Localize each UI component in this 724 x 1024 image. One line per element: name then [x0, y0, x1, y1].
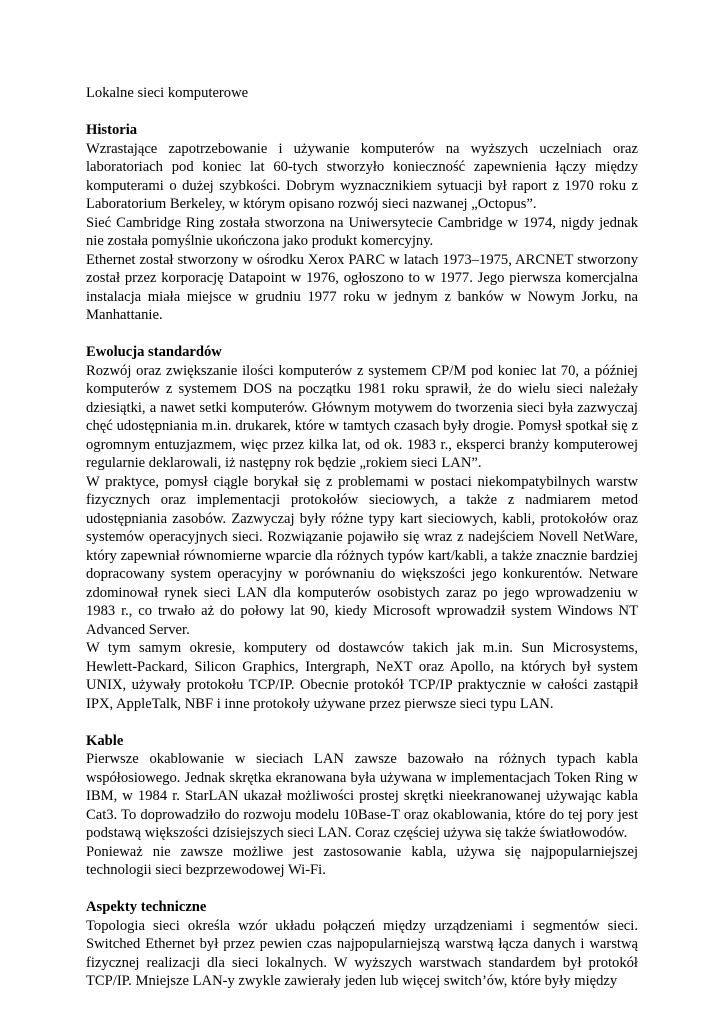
- document-title: Lokalne sieci komputerowe: [86, 85, 249, 101]
- paragraph: Rozwój oraz zwiększanie ilości komputerów z systemem CP/M pod koniec lat 70, a później komputerów z systemem DOS na początku 1981 roku sprawił, że do wielu sieci należały dziesiątki, a nawet setki komputerów. Głównym motywem do tworzenia sieci była zazwyczaj chęć udostępniania m.in. drukarek, które w tamtych czasach były drogie. Pomysł spotkał się z ogromnym entuzjazmem, więc przez kilka lat, od ok. 1983 r., eksperci branży komputerowej regularnie deklarowali, iż następny rok będzie „rokiem sieci LAN”.: [86, 362, 638, 471]
- section-heading: Aspekty techniczne: [86, 899, 207, 915]
- paragraph: Topologia sieci określa wzór układu połączeń między urządzeniami i segmentów sieci. Switched Ethernet był przez pewien czas najpopularniejszą warstwą łącza danych i warstwą fizycznej realizacji dla sieci lokalnych. W wyższych warstwach standardem był protokół TCP/IP. Mniejsze LAN-y zwykle zawierały jeden lub więcej switch’ów, które były między: [86, 917, 638, 989]
- section-heading: Ewolucja standardów: [86, 344, 222, 360]
- section-kable: [86, 732, 638, 880]
- paragraph: Wzrastające zapotrzebowanie i używanie komputerów na wyższych uczelniach oraz laboratoriach pod koniec lat 60-tych stworzyło konieczność zapewnienia łączy między komputerami o dużej szybkości. Dobrym wyznacznikiem sytuacji był raport z 1970 roku z Laboratorium Berkeley, w którym opisano rozwój sieci nazwanej „Octopus”.: [86, 140, 638, 212]
- paragraph: Sieć Cambridge Ring została stworzona na Uniwersytecie Cambridge w 1974, nigdy jednak nie została pomyślnie ukończona jako produkt komercyjny.: [86, 214, 638, 249]
- section-heading: Historia: [86, 122, 138, 138]
- paragraph: Ethernet został stworzony w ośrodku Xerox PARC w latach 1973–1975, ARCNET stworzony został przez korporację Datapoint w 1976, ogłoszono to w 1977. Jego pierwsza komercjalna instalacja miała miejsce w grudniu 1977 roku w jednym z banków w Nowym Jorku, na Manhattanie.: [86, 251, 638, 323]
- section-heading: Kable: [86, 732, 124, 749]
- paragraph: Pierwsze okablowanie w sieciach LAN zawsze bazowało na różnych typach kabla współosiowego. Jednak skrętka ekranowana była używana w implementacjach Token Ring w IBM, w 1984 r. StarLAN ukazał możliwości prostej skrętki nieekranowanej używając kabla Cat3. To doprowadziło do rozwoju modelu 10Base-T oraz okablowania, które do tej pory jest podstawą większości dzisiejszych sieci LAN. Coraz częściej używa się także światłowodów.: [86, 751, 638, 841]
- paragraph: W praktyce, pomysł ciągle borykał się z problemami w postaci niekompatybilnych warstw fizycznych oraz implementacji protokołów sieciowych, a także z nadmiarem metod udostępniania zasobów. Zazwyczaj były różne typy kart sieciowych, kabli, protokołów oraz systemów operacyjnych sieci. Rozwiązanie pojawiło się wraz z nadejściem Novell NetWare, który zapewniał równomierne wparcie dla różnych typów kart/kabli, a także znacznie bardziej dopracowany system operacyjny w porównaniu do większości jego konkurentów. Netware zdominował rynek sieci LAN dla komputerów osobistych zaraz po jego wprowadzeniu w 1983 r., co trwało aż do połowy lat 90, kiedy Microsoft wprowadził system Windows NT Advanced Server.: [86, 473, 638, 638]
- document-page: [86, 84, 638, 1009]
- paragraph: Ponieważ nie zawsze możliwe jest zastosowanie kabla, używa się najpopularniejszej technologii sieci bezprzewodowej Wi-Fi.: [86, 843, 638, 878]
- section-ewolucja-standardow: [86, 343, 638, 713]
- section-aspekty-techniczne: [86, 898, 638, 991]
- paragraph: W tym samym okresie, komputery od dostawców takich jak m.in. Sun Microsystems, Hewlett-Packard, Silicon Graphics, Intergraph, NeXT oraz Apollo, na których był system UNIX, używały protokołu TCP/IP. Obecnie protokół TCP/IP praktycznie w całości zastąpił IPX, AppleTalk, NBF i inne protokoły używane przez pierwsze sieci typu LAN.: [86, 640, 638, 712]
- section-historia: [86, 121, 638, 325]
